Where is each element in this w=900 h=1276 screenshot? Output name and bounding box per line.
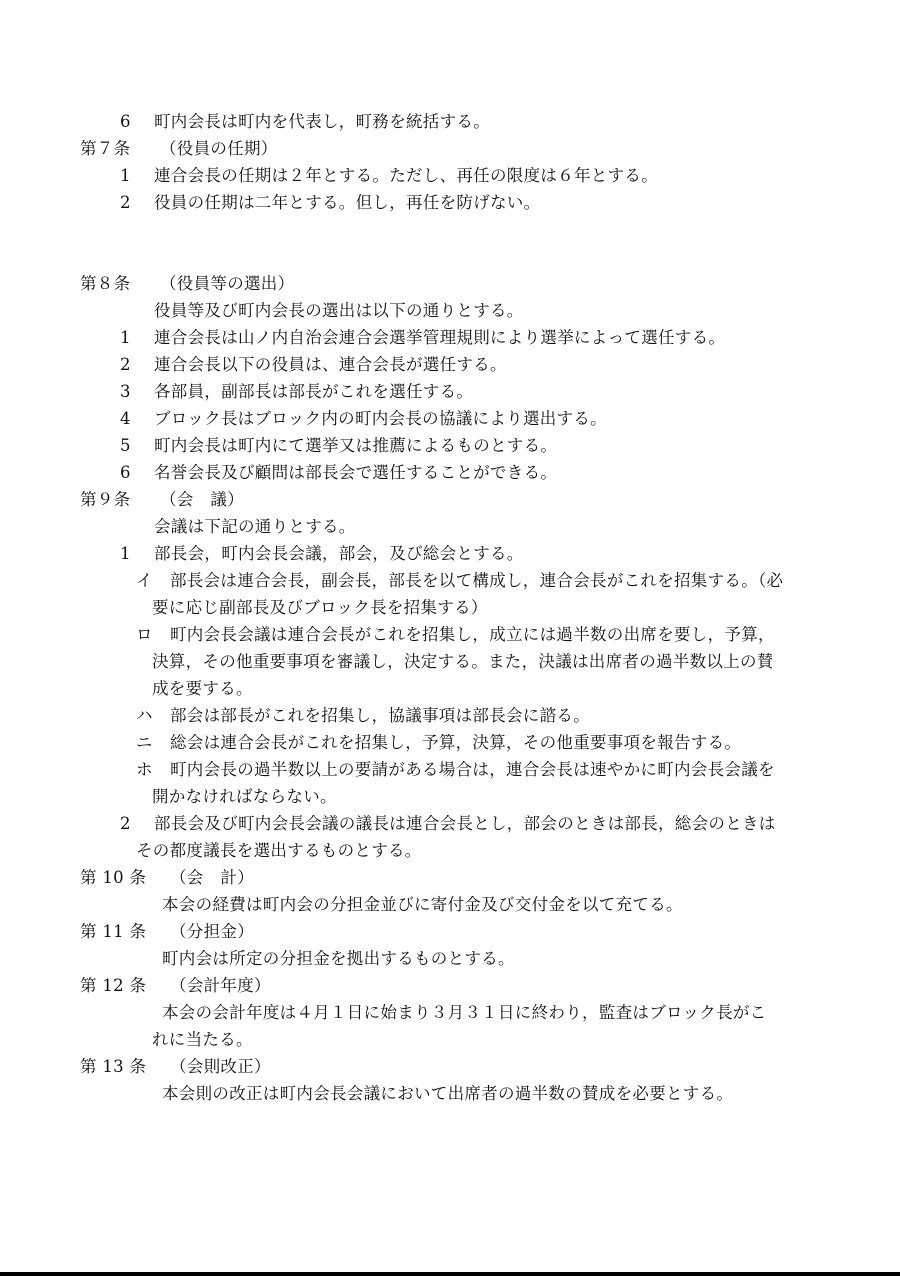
article-title: （分担金） bbox=[170, 922, 254, 941]
article8-heading-row bbox=[80, 270, 294, 297]
item-number: 6 bbox=[120, 463, 131, 482]
article7-item1 bbox=[120, 162, 658, 189]
article13-text: 本会則の改正は町内会長会議において出席者の過半数の賛成を必要とする。 bbox=[162, 1084, 734, 1103]
sub-item-mark: ニ bbox=[136, 733, 153, 752]
article9-sub-i-line2: 要に応じ副部長及びブロック長を招集する） bbox=[152, 598, 488, 617]
article-heading: 第７条 bbox=[80, 139, 131, 158]
article9-intro: 会議は下記の通りとする。 bbox=[154, 517, 356, 536]
article12-text-line2: れに当たる。 bbox=[152, 1030, 253, 1049]
article8-item3 bbox=[120, 378, 473, 405]
sub-item-text: 総会は連合会長がこれを招集し，予算，決算，その他重要事項を報告する。 bbox=[170, 733, 742, 752]
item-text: 部長会及び町内会長会議の議長は連合会長とし，部会のときは部長，総会のときは bbox=[154, 814, 776, 833]
article9-sub-ro-line3: 成を要する。 bbox=[152, 679, 253, 698]
item-text: 名誉会長及び顧問は部長会で選任することができる。 bbox=[154, 463, 558, 482]
article8-intro: 役員等及び町内会長の選出は以下の通りとする。 bbox=[154, 301, 524, 320]
sub-item-mark: ハ bbox=[136, 706, 153, 725]
article9-sub-ho-line2: 開かなければならない。 bbox=[152, 787, 337, 806]
sub-item-text: 町内会長会議は連合会長がこれを招集し，成立には過半数の出席を要し，予算， bbox=[170, 625, 775, 644]
page-bottom-border bbox=[0, 1272, 900, 1276]
item-number: 4 bbox=[120, 409, 131, 428]
article12-heading-row bbox=[80, 972, 271, 999]
item-number: 1 bbox=[120, 166, 131, 185]
article9-sub-ha bbox=[136, 702, 590, 729]
item-number: 2 bbox=[120, 355, 131, 374]
article-title: （会則改正） bbox=[170, 1057, 271, 1076]
item-text: 連合会長以下の役員は、連合会長が選任する。 bbox=[154, 355, 507, 374]
article12-text-line1: 本会の会計年度は４月１日に始まり３月３１日に終わり，監査はブロック長がこ bbox=[162, 1003, 767, 1022]
item-number: 2 bbox=[120, 814, 131, 833]
item-number: 2 bbox=[120, 193, 131, 212]
item-number: 1 bbox=[120, 544, 131, 563]
article7-item2 bbox=[120, 189, 540, 216]
item-text: 連合会長は山ノ内自治会連合会選挙管理規則により選挙によって選任する。 bbox=[154, 328, 726, 347]
article9-sub-ho-line1 bbox=[136, 756, 775, 783]
sub-item-mark: ロ bbox=[136, 625, 153, 644]
article8-item4 bbox=[120, 405, 607, 432]
article11-text: 町内会は所定の分担金を拠出するものとする。 bbox=[162, 949, 515, 968]
article9-item2-line2: その都度議長を選出するものとする。 bbox=[136, 841, 422, 860]
item-text: 町内会長は町内を代表し，町務を統括する。 bbox=[154, 112, 490, 131]
article-heading: 第９条 bbox=[80, 490, 131, 509]
article8-item5 bbox=[120, 432, 557, 459]
item-number: 5 bbox=[120, 436, 131, 455]
article9-sub-ro-line1 bbox=[136, 621, 775, 648]
article9-heading-row bbox=[80, 486, 244, 513]
article10-heading-row bbox=[80, 864, 254, 891]
article13-heading-row bbox=[80, 1053, 271, 1080]
article-title: （会 議） bbox=[160, 490, 244, 509]
article-title: （会計年度） bbox=[170, 976, 271, 995]
article9-sub-ni bbox=[136, 729, 741, 756]
article8-item6 bbox=[120, 459, 557, 486]
article8-item1 bbox=[120, 324, 725, 351]
sub-item-text: 部長会は連合会長，副会長，部長を以て構成し，連合会長がこれを招集する。（必 bbox=[170, 571, 784, 590]
article9-item1 bbox=[120, 540, 524, 567]
item-text: 部長会，町内会長会議，部会，及び総会とする。 bbox=[154, 544, 524, 563]
article11-heading-row bbox=[80, 918, 254, 945]
item-text: 役員の任期は二年とする。但し，再任を防げない。 bbox=[154, 193, 541, 212]
article-title: （役員等の選出） bbox=[160, 274, 295, 293]
article6-item6 bbox=[120, 108, 490, 135]
item-number: 3 bbox=[120, 382, 131, 401]
item-number: 6 bbox=[120, 112, 131, 131]
article-heading: 第 13 条 bbox=[80, 1057, 147, 1076]
item-text: 各部員，副部長は部長がこれを選任する。 bbox=[154, 382, 474, 401]
article9-sub-i-line1 bbox=[136, 567, 783, 594]
item-number: 1 bbox=[120, 328, 131, 347]
item-text: ブロック長はブロック内の町内会長の協議により選出する。 bbox=[154, 409, 607, 428]
article-title: （役員の任期） bbox=[160, 139, 278, 158]
article-title: （会 計） bbox=[170, 868, 254, 887]
article10-text: 本会の経費は町内会の分担金並びに寄付金及び交付金を以て充てる。 bbox=[162, 895, 683, 914]
article-heading: 第８条 bbox=[80, 274, 131, 293]
article-heading: 第 11 条 bbox=[80, 922, 147, 941]
sub-item-mark: ホ bbox=[136, 760, 153, 779]
article-heading: 第 12 条 bbox=[80, 976, 147, 995]
item-text: 町内会長は町内にて選挙又は推薦によるものとする。 bbox=[154, 436, 558, 455]
article9-sub-ro-line2: 決算，その他重要事項を審議し，決定する。また，決議は出席者の過半数以上の賛 bbox=[152, 652, 774, 671]
sub-item-mark: イ bbox=[136, 571, 153, 590]
sub-item-text: 町内会長の過半数以上の要請がある場合は，連合会長は速やかに町内会長会議を bbox=[170, 760, 775, 779]
sub-item-text: 部会は部長がこれを招集し，協議事項は部長会に諮る。 bbox=[170, 706, 590, 725]
article9-item2-line1 bbox=[120, 810, 776, 837]
article8-item2 bbox=[120, 351, 507, 378]
item-text: 連合会長の任期は２年とする。ただし、再任の限度は６年とする。 bbox=[154, 166, 658, 185]
article-heading: 第 10 条 bbox=[80, 868, 147, 887]
article7-heading-row bbox=[80, 135, 278, 162]
